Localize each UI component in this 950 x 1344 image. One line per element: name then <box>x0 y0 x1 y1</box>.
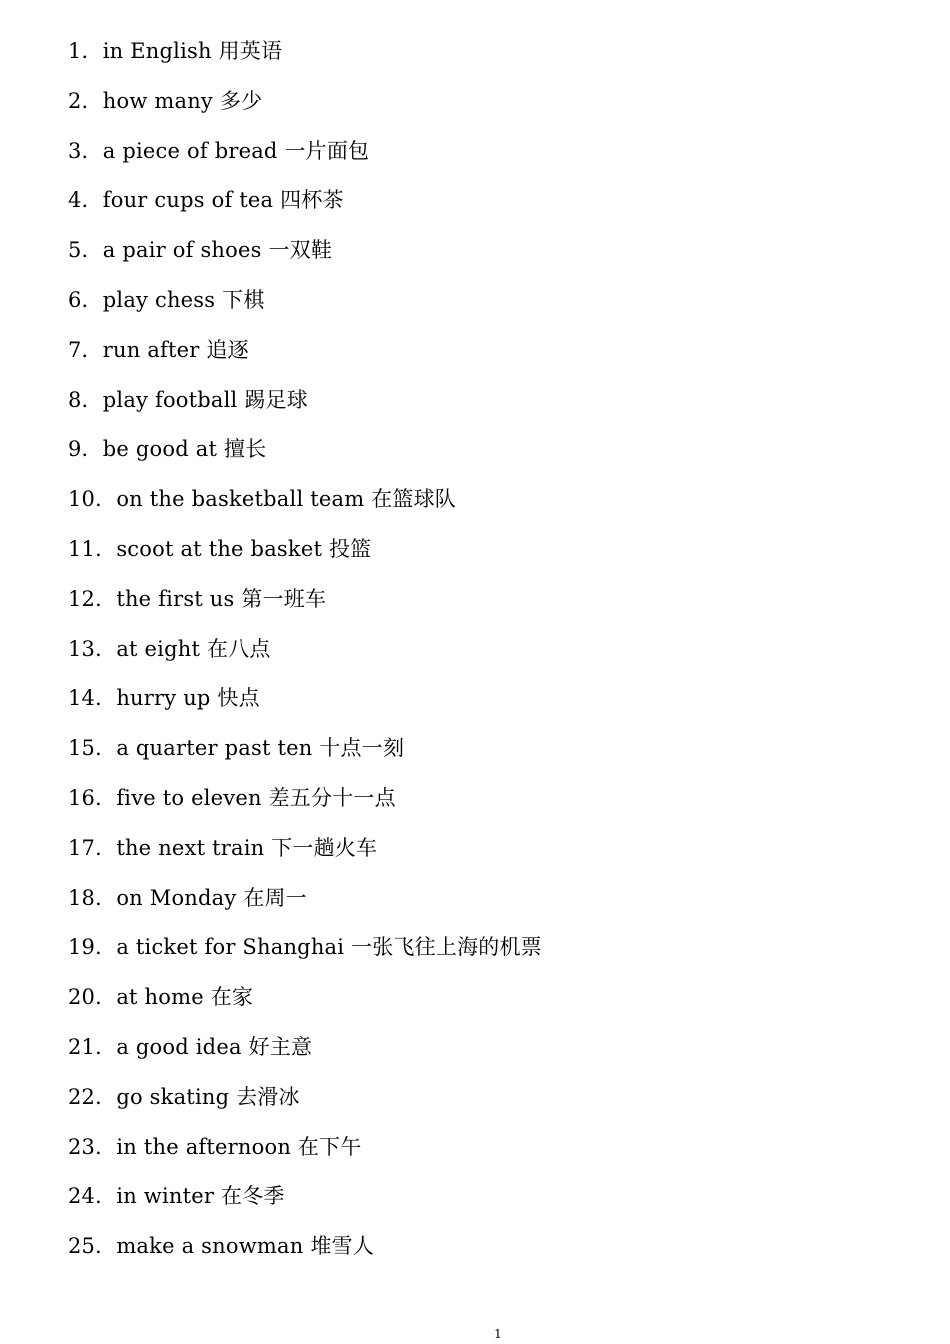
list-item <box>68 334 542 384</box>
phrase-text: 22．go skating 去滑冰 <box>68 1084 300 1109</box>
phrase-text: 2．how many 多少 <box>68 88 263 113</box>
phrase-text: 1．in English 用英语 <box>68 39 283 63</box>
phrase-text: 5．a pair of shoes 一双鞋 <box>68 238 333 263</box>
phrase-text: 19．a ticket for Shanghai 一张飞往上海的机票 <box>68 935 542 960</box>
phrase-text: 24．in winter 在冬季 <box>68 1184 285 1209</box>
list-item <box>68 583 542 633</box>
list-item <box>68 533 542 583</box>
phrase-text: 23．in the afternoon 在下午 <box>68 1134 362 1159</box>
phrase-text: 4．four cups of tea 四杯茶 <box>68 188 344 213</box>
list-item <box>68 35 542 85</box>
phrase-list <box>68 35 542 1280</box>
phrase-text: 3．a piece of bread 一片面包 <box>68 138 370 163</box>
list-item <box>68 284 542 334</box>
list-item <box>68 234 542 284</box>
phrase-text: 9．be good at 擅长 <box>68 437 267 462</box>
list-item <box>68 1081 542 1131</box>
phrase-text: 11．scoot at the basket 投篮 <box>68 536 372 561</box>
list-item <box>68 483 542 533</box>
phrase-text: 15．a quarter past ten 十点一刻 <box>68 736 405 761</box>
list-item <box>68 633 542 683</box>
list-item <box>68 782 542 832</box>
phrase-text: 13．at eight 在八点 <box>68 636 271 661</box>
list-item <box>68 1131 542 1181</box>
list-item <box>68 1180 542 1230</box>
list-item <box>68 184 542 234</box>
list-item <box>68 85 542 135</box>
phrase-text: 7．run after 追逐 <box>68 337 249 362</box>
phrase-text: 10．on the basketball team 在篮球队 <box>68 487 457 512</box>
phrase-text: 17．the next train 下一趟火车 <box>68 835 378 860</box>
page-number: 1 <box>494 1327 502 1341</box>
phrase-text: 25．make a snowman 堆雪人 <box>68 1234 374 1259</box>
list-item <box>68 882 542 932</box>
list-item <box>68 1031 542 1081</box>
list-item <box>68 832 542 882</box>
list-item <box>68 682 542 732</box>
list-item <box>68 732 542 782</box>
phrase-text: 21．a good idea 好主意 <box>68 1034 313 1059</box>
phrase-text: 14．hurry up 快点 <box>68 686 260 711</box>
phrase-text: 20．at home 在家 <box>68 985 254 1010</box>
phrase-text: 12．the first us 第一班车 <box>68 586 327 611</box>
phrase-text: 6．play chess 下棋 <box>68 287 265 312</box>
list-item <box>68 981 542 1031</box>
list-item <box>68 931 542 981</box>
phrase-text: 8．play football 踢足球 <box>68 387 308 412</box>
list-item <box>68 384 542 434</box>
phrase-text: 16．five to eleven 差五分十一点 <box>68 785 396 810</box>
phrase-text: 18．on Monday 在周一 <box>68 885 307 910</box>
list-item <box>68 433 542 483</box>
list-item <box>68 1230 542 1280</box>
list-item <box>68 135 542 185</box>
